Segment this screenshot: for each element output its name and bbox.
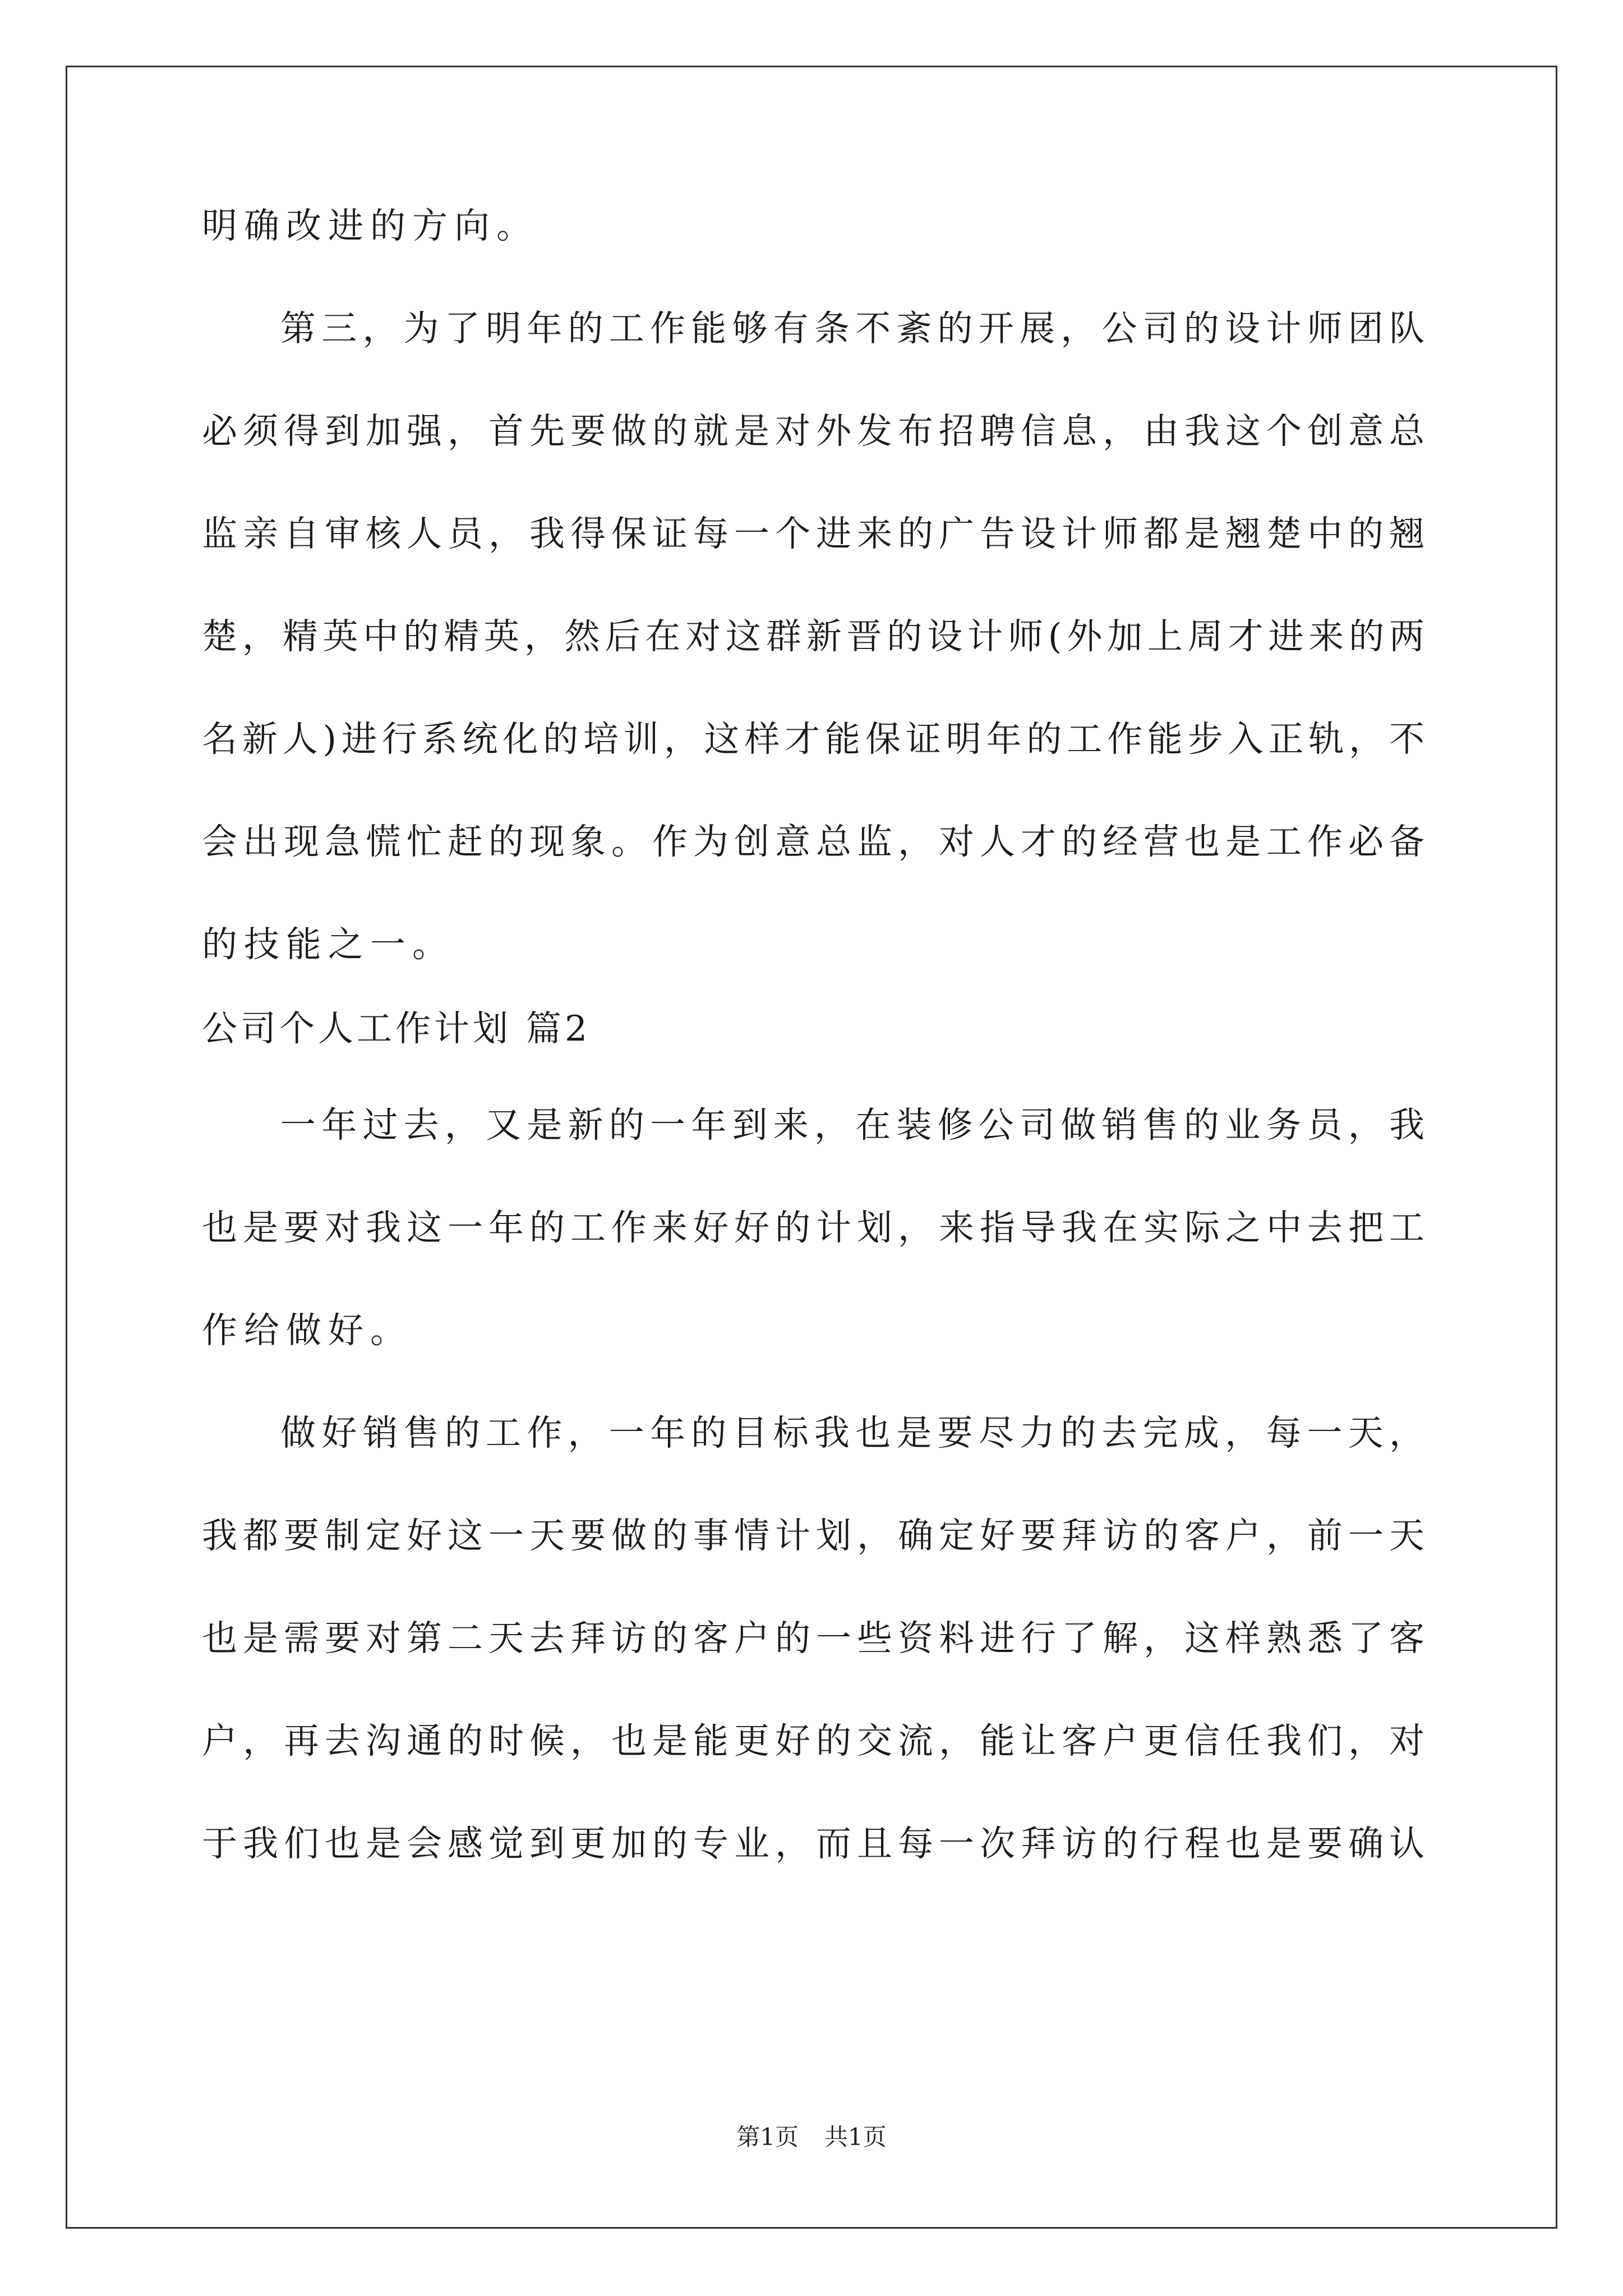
section-heading: 公司个人工作计划 篇2: [202, 1008, 591, 1049]
text-line: 也是要对我这一年的工作来好好的计划，来指导我在实际之中去把工: [202, 1207, 1424, 1248]
text-line: 做好销售的工作，一年的目标我也是要尽力的去完成，每一天，: [280, 1412, 1424, 1453]
page-footer: [0, 2123, 1623, 2151]
text-line: 楚，精英中的精英，然后在对这群新晋的设计师(外加上周才进来的两: [202, 616, 1424, 657]
text-line: 于我们也是会感觉到更加的专业，而且每一次拜访的行程也是要确认: [202, 1823, 1424, 1864]
text-line: 必须得到加强，首先要做的就是对外发布招聘信息，由我这个创意总: [202, 411, 1424, 452]
text-line: 一年过去，又是新的一年到来，在装修公司做销售的业务员，我: [280, 1105, 1424, 1145]
text-line: 的技能之一。: [202, 924, 454, 965]
page-total: 共1页: [824, 2123, 887, 2151]
text-line: 名新人)进行系统化的培训，这样才能保证明年的工作能步入正轨，不: [202, 719, 1424, 760]
text-line: 也是需要对第二天去拜访的客户的一些资料进行了解，这样熟悉了客: [202, 1618, 1424, 1659]
text-line: 我都要制定好这一天要做的事情计划，确定好要拜访的客户，前一天: [202, 1515, 1424, 1556]
text-line: 监亲自审核人员，我得保证每一个进来的广告设计师都是翘楚中的翘: [202, 513, 1424, 554]
document-body: [202, 199, 1424, 1870]
text-line: 第三，为了明年的工作能够有条不紊的开展，公司的设计师团队: [280, 308, 1424, 349]
page-number: 第1页: [736, 2123, 799, 2151]
text-line: 会出现急慌忙赶的现象。作为创意总监，对人才的经营也是工作必备: [202, 821, 1424, 862]
text-line: 作给做好。: [202, 1310, 412, 1351]
text-line: 明确改进的方向。: [202, 205, 538, 246]
text-line: 户，再去沟通的时候，也是能更好的交流，能让客户更信任我们，对: [202, 1720, 1424, 1761]
